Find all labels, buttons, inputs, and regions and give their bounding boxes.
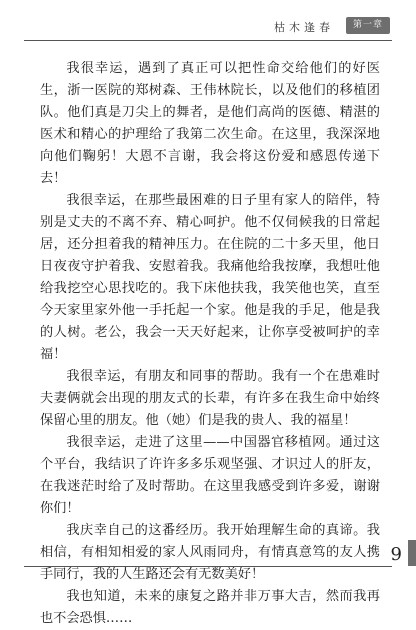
- paragraph: 我很幸运，在那些最困难的日子里有家人的陪伴，特别是丈夫的不离不弃、精心呵护。他不仅伺候我的日常起居，还分担着我的精神压力。在住院的二十多天里，他日日夜夜守护着我、安慰着我。我痛他给我按摩，我想吐他给我挖空心思找吃的。我下床他扶我，我笑他也笑，直至今天家里家外他一手托起一个家。他是我的手足，他是我的人树。老公，我会一天天好起来，让你享受被呵护的幸福！: [40, 193, 380, 362]
- paragraph: 我庆幸自己的这番经历。我开始理解生命的真谛。我相信，有相知相爱的家人风雨同舟，有情真意笃的友人携手同行，我的人生路还会有无数美好！: [40, 523, 380, 582]
- paragraph: 我也知道，未来的康复之路并非万事大吉，然而我再也不会恐惧……: [40, 589, 380, 626]
- header-rule: [24, 40, 392, 41]
- running-header: [0, 14, 416, 40]
- body-text: [40, 58, 380, 630]
- footer-rule: [24, 566, 392, 567]
- paragraph: 我很幸运，有朋友和同事的帮助。我有一个在患难时夫妻俩就会出现的朋友式的长辈，有许多在我生命中始终保留心里的朋友。他（她）们是我的贵人、我的福星！: [40, 369, 380, 428]
- page-edge-marker: [408, 540, 416, 566]
- paragraph: 我很幸运，遇到了真正可以把性命交给他们的好医生，浙一医院的郑树森、王伟林院长，以及他们的移植团队。他们真是刀尖上的舞者，是他们高尚的医德、精湛的医术和精心的护理给了我第二次生命。在这里，我深深地向他们鞠躬！大恩不言谢，我会将这份爱和感恩传递下去！: [40, 61, 380, 186]
- chapter-tag: 第一章: [346, 17, 390, 34]
- page-number: 9: [390, 544, 402, 565]
- paragraph: 我很幸运，走进了这里——中国器官移植网。通过这个平台，我结识了许许多多乐观坚强、才识过人的肝友，在我迷茫时给了及时帮助。在这里我感受到许多爱，谢谢你们！: [40, 435, 380, 516]
- book-title: 枯木逢春: [274, 21, 334, 34]
